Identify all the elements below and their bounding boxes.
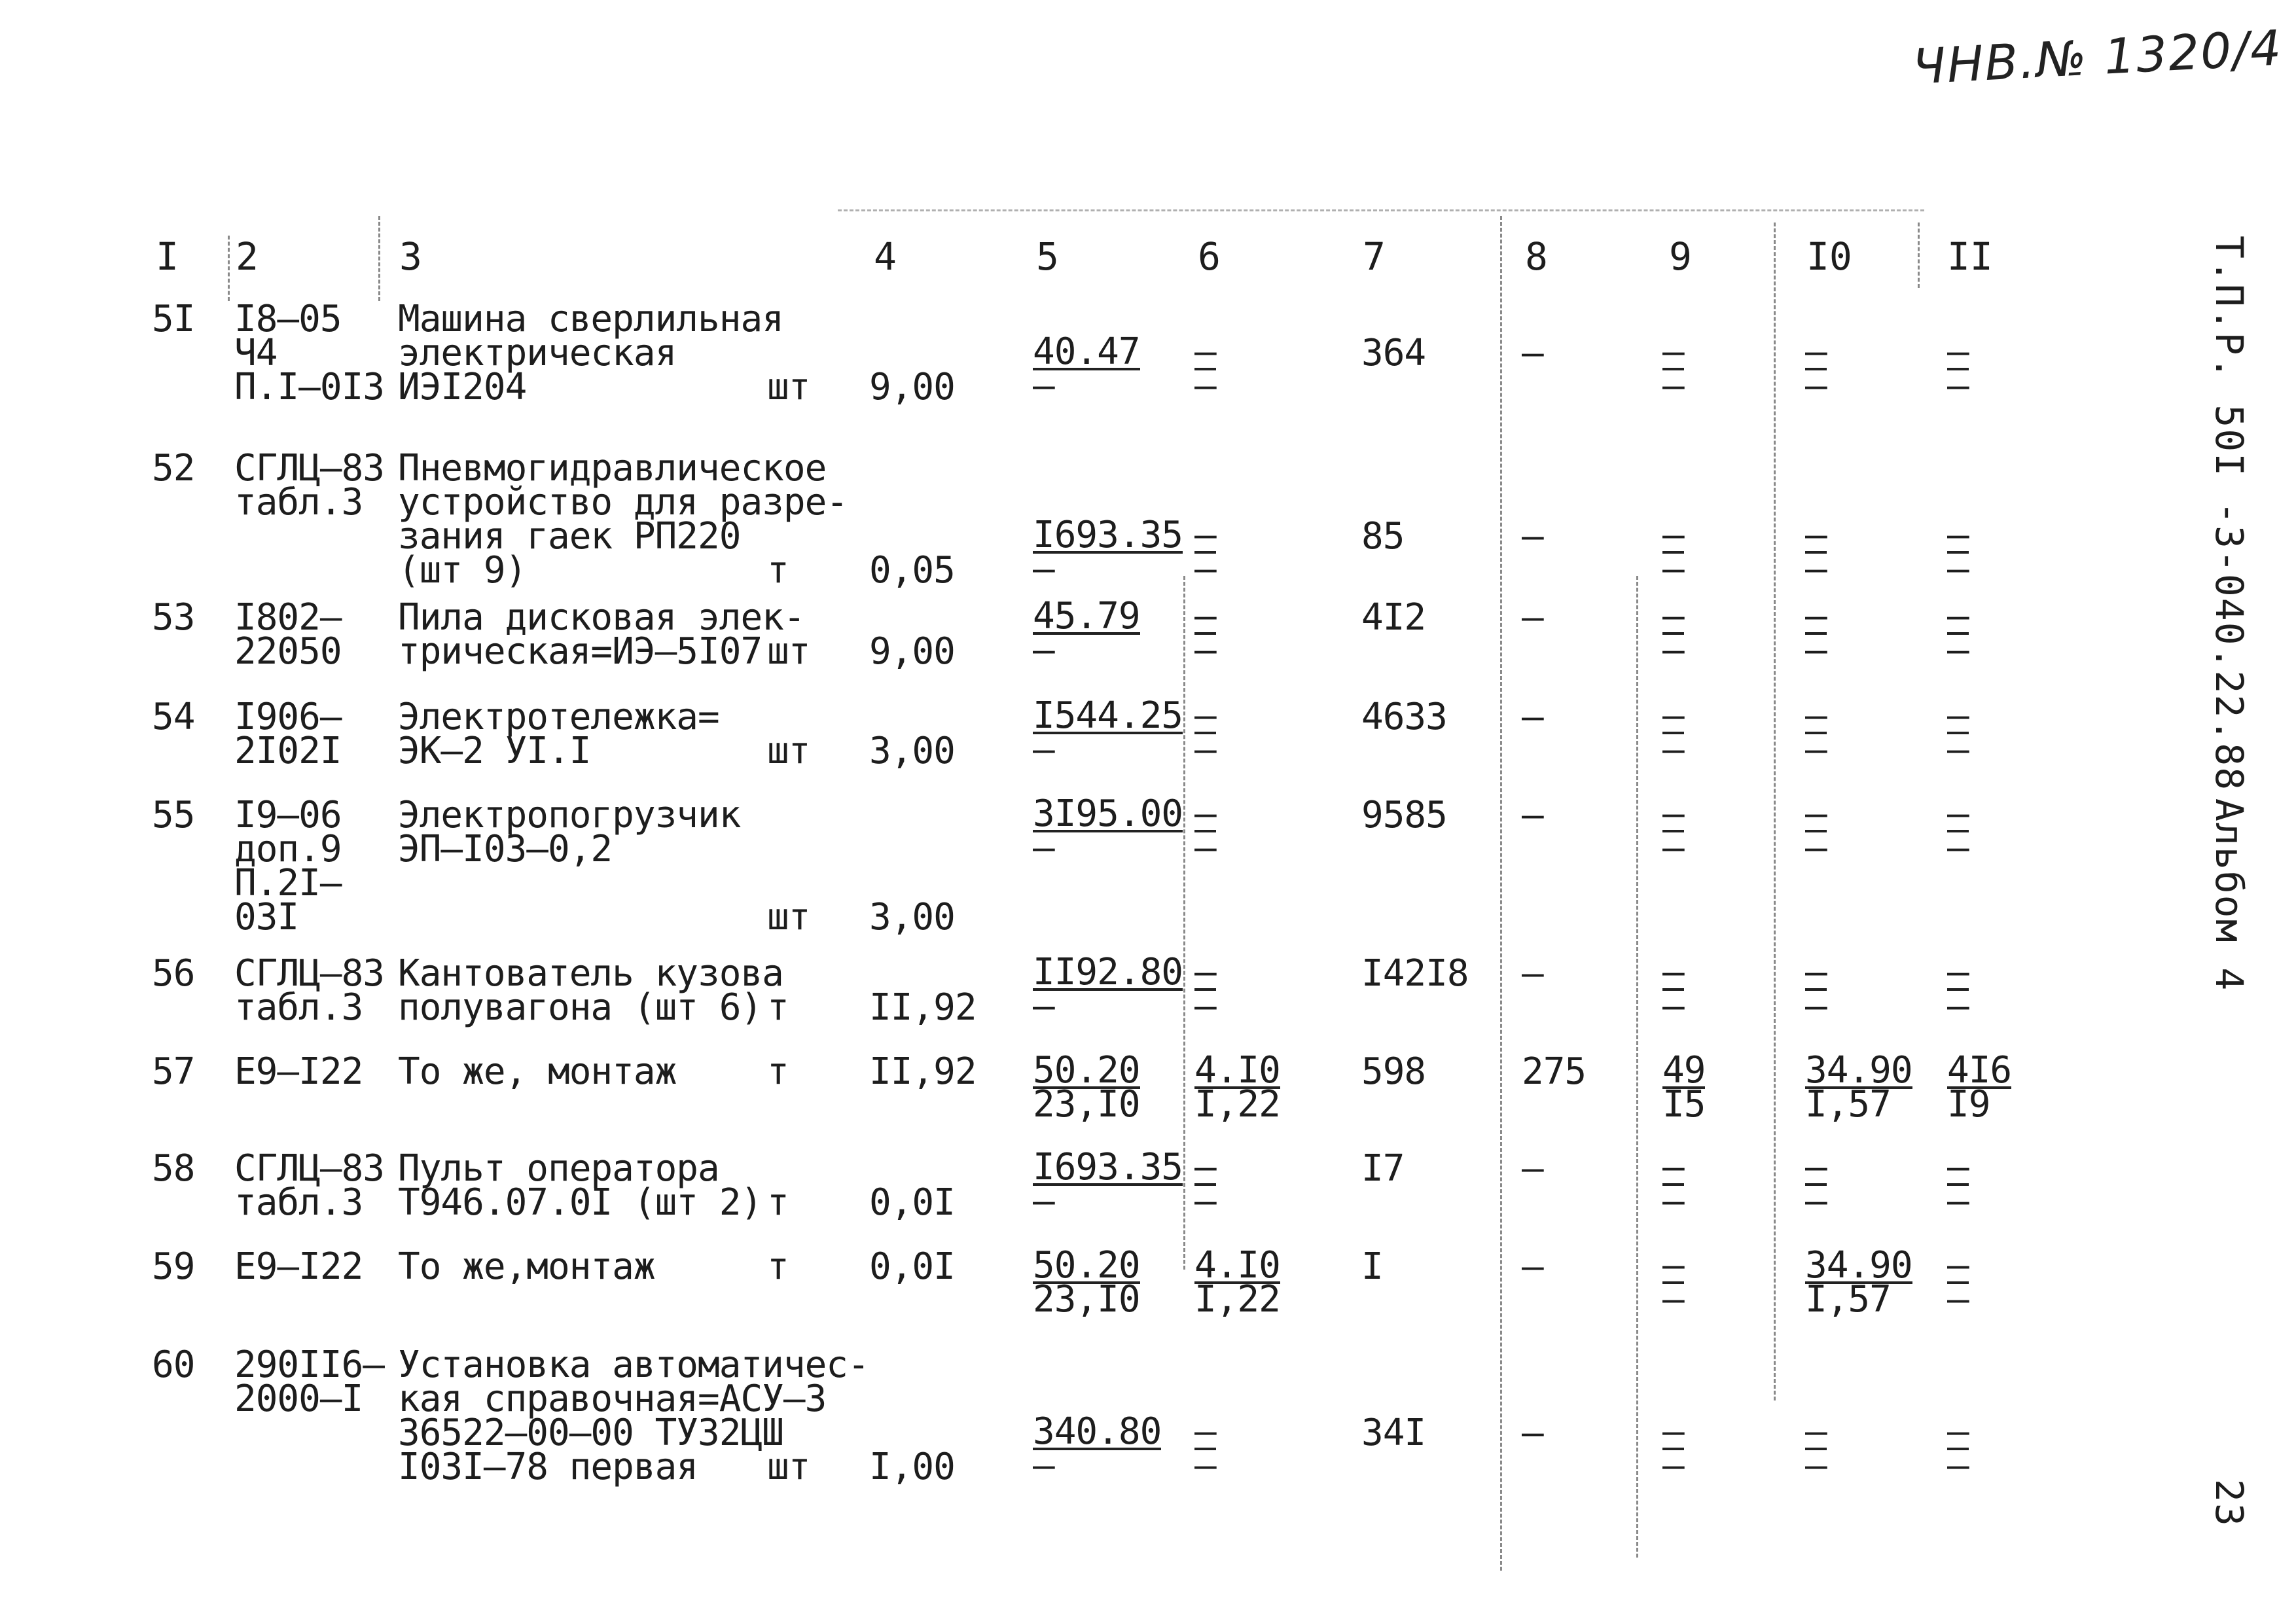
col-6-denominator: – (1194, 629, 1216, 671)
col-6-denominator: – (1194, 365, 1216, 407)
row-number: 55 (152, 794, 195, 836)
col-8-value: – (1522, 1412, 1543, 1454)
name-line: ИЭI204 (398, 366, 527, 408)
col-5-fraction (1033, 1244, 1140, 1321)
col-11-fraction (1947, 1244, 1969, 1321)
unit: т (767, 1245, 789, 1288)
col-6-numerator: – (1194, 793, 1216, 835)
col-11-fraction (1947, 595, 1969, 671)
col-5-fraction (1033, 1049, 1140, 1126)
col-5-denominator: – (1033, 728, 1054, 771)
code-line: I906– (234, 696, 342, 738)
header-col-2: 2 (236, 234, 259, 279)
col-9-numerator: – (1662, 330, 1684, 373)
row-number: 52 (152, 447, 195, 490)
col-5-denominator: – (1033, 365, 1054, 407)
col-10-denominator: – (1805, 827, 1827, 869)
col-8-value: – (1522, 332, 1543, 374)
col-10-fraction (1805, 330, 1827, 407)
col-5-denominator: 23,I0 (1033, 1278, 1140, 1321)
col-7-value: 85 (1361, 515, 1405, 558)
col-10-fraction (1805, 951, 1827, 1027)
col-9-denominator: – (1662, 985, 1684, 1027)
col-10-fraction (1805, 1244, 1912, 1321)
quantity: 9,00 (869, 366, 955, 408)
header-col-7: 7 (1363, 234, 1386, 279)
col-5-fraction (1033, 330, 1140, 407)
side-document-code: Т.П.Р. 50I -3-040.22.88 (2207, 236, 2251, 792)
col-8-value: – (1522, 515, 1543, 558)
col-9-fraction (1662, 1410, 1684, 1487)
col-6-numerator: – (1194, 1146, 1216, 1188)
col-7-value: I (1361, 1245, 1383, 1288)
col-9-denominator: – (1662, 1180, 1684, 1222)
col-11-numerator: – (1947, 1244, 1969, 1287)
name-line: Электропогрузчик (398, 794, 741, 836)
col-11-denominator: – (1947, 985, 1969, 1027)
unit: шт (767, 630, 810, 673)
col-10-denominator: – (1805, 365, 1827, 407)
col-11-denominator: – (1947, 728, 1969, 771)
col-5-denominator: – (1033, 1180, 1054, 1222)
col-10-numerator: – (1805, 330, 1827, 373)
col-6-denominator: I,22 (1194, 1083, 1280, 1126)
col-5-fraction (1033, 1410, 1162, 1487)
col-10-fraction (1805, 793, 1827, 869)
col-9-denominator: I5 (1662, 1083, 1706, 1126)
col-10-numerator: – (1805, 514, 1827, 556)
col-6-denominator: – (1194, 827, 1216, 869)
code-line: 2000–I (234, 1378, 363, 1420)
quantity: 3,00 (869, 730, 955, 772)
col-8-value: – (1522, 952, 1543, 995)
code-line: 2I02I (234, 730, 342, 772)
name-line: То же, монтаж (398, 1050, 677, 1093)
col-10-fraction (1805, 514, 1827, 590)
col-11-denominator: – (1947, 1180, 1969, 1222)
col-10-denominator: – (1805, 985, 1827, 1027)
col-11-numerator: – (1947, 1410, 1969, 1453)
header-col-5: 5 (1036, 234, 1059, 279)
code-line: СГЛЦ–83 (234, 1147, 385, 1190)
row-number: 57 (152, 1050, 195, 1093)
col-5-fraction (1033, 595, 1140, 671)
col-5-numerator: 50.20 (1033, 1049, 1140, 1092)
quantity: II,92 (869, 1050, 977, 1093)
quantity: II,92 (869, 986, 977, 1029)
col-8-value: – (1522, 696, 1543, 738)
col-10-numerator: – (1805, 1146, 1827, 1188)
col-6-numerator: 4.I0 (1194, 1244, 1280, 1287)
quantity: 0,0I (869, 1245, 955, 1288)
col-9-denominator: – (1662, 827, 1684, 869)
col-10-denominator: I,57 (1805, 1278, 1891, 1321)
col-6-fraction (1194, 595, 1216, 671)
col-6-fraction (1194, 1146, 1216, 1222)
column-divider-7-8 (1500, 216, 1502, 1571)
col-5-fraction (1033, 793, 1183, 869)
col-11-numerator: 4I6 (1947, 1049, 2012, 1092)
col-9-numerator: – (1662, 514, 1684, 556)
name-line: кая справочная=АСУ–3 (398, 1378, 827, 1420)
name-line: ЭП–I03–0,2 (398, 828, 613, 870)
quantity: 9,00 (869, 630, 955, 673)
col-10-denominator: I,57 (1805, 1083, 1891, 1126)
code-line: Е9–I22 (234, 1245, 363, 1288)
col-9-numerator: – (1662, 793, 1684, 835)
row-number: 56 (152, 952, 195, 995)
row-number: 5I (152, 298, 195, 340)
row-number: 60 (152, 1344, 195, 1386)
col-9-numerator: – (1662, 951, 1684, 993)
col-7-value: 598 (1361, 1050, 1426, 1093)
quantity: I,00 (869, 1446, 955, 1488)
code-line: табл.3 (234, 1181, 363, 1224)
col-6-fraction (1194, 330, 1216, 407)
col-6-numerator: – (1194, 694, 1216, 737)
col-6-fraction (1194, 951, 1216, 1027)
code-line: табл.3 (234, 481, 363, 524)
header-col-9: 9 (1669, 234, 1692, 279)
col-5-numerator: 3I95.00 (1033, 793, 1183, 835)
col-5-numerator: II92.80 (1033, 951, 1183, 993)
col-11-numerator: – (1947, 951, 1969, 993)
name-line: Т946.07.0I (шт 2) (398, 1181, 762, 1224)
col-11-denominator: I9 (1947, 1083, 1990, 1126)
col-6-fraction (1194, 1049, 1280, 1126)
col-6-fraction (1194, 694, 1216, 771)
col-11-fraction (1947, 1410, 1969, 1487)
name-line: Машина сверлильная (398, 298, 783, 340)
col-7-value: 4633 (1361, 696, 1447, 738)
col-5-denominator: – (1033, 629, 1054, 671)
col-6-denominator: – (1194, 548, 1216, 590)
col-10-fraction (1805, 595, 1827, 671)
col-7-value: 9585 (1361, 794, 1447, 836)
col-10-denominator: – (1805, 728, 1827, 771)
col-10-numerator: – (1805, 694, 1827, 737)
unit: шт (767, 730, 810, 772)
col-5-denominator: – (1033, 985, 1054, 1027)
side-album-label: Альбом 4 (2207, 798, 2251, 992)
name-line: полувагона (шт 6) (398, 986, 762, 1029)
col-6-fraction (1194, 514, 1216, 590)
name-line: Установка автоматичес- (398, 1344, 869, 1386)
col-6-denominator: – (1194, 985, 1216, 1027)
code-line: Ч4 (234, 332, 278, 374)
column-divider-9-10 (1774, 223, 1776, 1400)
unit: шт (767, 366, 810, 408)
handwritten-inventory-number: ЧНВ.№ 1320/4 (1911, 20, 2284, 96)
quantity: 0,05 (869, 549, 955, 592)
code-line: 290II6– (234, 1344, 385, 1386)
col-11-fraction (1947, 951, 1969, 1027)
col-7-value: 364 (1361, 332, 1426, 374)
code-line: табл.3 (234, 986, 363, 1029)
col-9-denominator: – (1662, 1444, 1684, 1487)
name-line: зания гаек РП220 (398, 515, 741, 558)
col-11-numerator: – (1947, 1146, 1969, 1188)
name-line: (шт 9) (398, 549, 527, 592)
header-col-11: II (1947, 234, 1993, 279)
col-9-fraction (1662, 595, 1684, 671)
col-11-denominator: – (1947, 1278, 1969, 1321)
col-5-numerator: 45.79 (1033, 595, 1140, 637)
column-divider-8-9 (1636, 576, 1638, 1558)
col-10-numerator: – (1805, 1410, 1827, 1453)
col-11-denominator: – (1947, 827, 1969, 869)
unit: шт (767, 1446, 810, 1488)
col-8-value: – (1522, 596, 1543, 639)
col-5-numerator: I693.35 (1033, 514, 1183, 556)
col-5-numerator: I544.25 (1033, 694, 1183, 737)
col-5-denominator: – (1033, 827, 1054, 869)
column-divider-10-11 (1918, 223, 1920, 288)
code-line: I9–06 (234, 794, 342, 836)
col-8-value: – (1522, 794, 1543, 836)
header-top-line (838, 209, 1924, 211)
col-9-denominator: – (1662, 548, 1684, 590)
col-10-denominator: – (1805, 1180, 1827, 1222)
name-line: Пила дисковая элек- (398, 596, 805, 639)
col-10-numerator: – (1805, 951, 1827, 993)
header-col-10: I0 (1806, 234, 1852, 279)
col-6-fraction (1194, 1410, 1216, 1487)
unit: т (767, 1181, 789, 1224)
col-10-numerator: – (1805, 595, 1827, 637)
name-line: Электротележка= (398, 696, 719, 738)
quantity: 3,00 (869, 896, 955, 938)
code-line: СГЛЦ–83 (234, 952, 385, 995)
name-line: трическая=ИЭ–5I07 (398, 630, 762, 673)
col-6-numerator: – (1194, 595, 1216, 637)
col-7-value: I7 (1361, 1147, 1405, 1190)
col-9-denominator: – (1662, 728, 1684, 771)
unit: т (767, 986, 789, 1029)
col-9-fraction (1662, 793, 1684, 869)
page-number: 23 (2207, 1479, 2251, 1527)
name-line: Пневмогидравлическое (398, 447, 827, 490)
code-line: Е9–I22 (234, 1050, 363, 1093)
col-6-numerator: – (1194, 1410, 1216, 1453)
col-9-numerator: 49 (1662, 1049, 1706, 1092)
code-line: I8–05 (234, 298, 342, 340)
col-5-numerator: 340.80 (1033, 1410, 1162, 1453)
header-col-3: 3 (399, 234, 422, 279)
code-line: I802– (234, 596, 342, 639)
col-6-denominator: – (1194, 1180, 1216, 1222)
col-10-denominator: – (1805, 629, 1827, 671)
col-10-numerator: 34.90 (1805, 1244, 1912, 1287)
code-line: СГЛЦ–83 (234, 447, 385, 490)
col-11-numerator: – (1947, 514, 1969, 556)
col-11-numerator: – (1947, 793, 1969, 835)
col-5-fraction (1033, 951, 1183, 1027)
unit: шт (767, 896, 810, 938)
col-10-fraction (1805, 1410, 1827, 1487)
col-6-fraction (1194, 1244, 1280, 1321)
col-6-denominator: I,22 (1194, 1278, 1280, 1321)
col-9-numerator: – (1662, 1410, 1684, 1453)
col-11-numerator: – (1947, 694, 1969, 737)
col-11-fraction (1947, 514, 1969, 590)
col-5-fraction (1033, 514, 1183, 590)
col-9-fraction (1662, 330, 1684, 407)
col-10-numerator: – (1805, 793, 1827, 835)
col-11-fraction (1947, 330, 1969, 407)
header-col-8: 8 (1525, 234, 1548, 279)
col-9-fraction (1662, 1244, 1684, 1321)
col-6-numerator: – (1194, 330, 1216, 373)
header-col-1: I (156, 234, 179, 279)
code-line: П.2I– (234, 862, 342, 904)
col-10-numerator: 34.90 (1805, 1049, 1912, 1092)
col-6-numerator: 4.I0 (1194, 1049, 1280, 1092)
code-line: П.I–0I3 (234, 366, 385, 408)
column-divider-5-6 (1183, 576, 1185, 1270)
col-5-numerator: I693.35 (1033, 1146, 1183, 1188)
col-10-denominator: – (1805, 548, 1827, 590)
row-number: 59 (152, 1245, 195, 1288)
col-6-denominator: – (1194, 728, 1216, 771)
col-7-value: 4I2 (1361, 596, 1426, 639)
col-5-fraction (1033, 1146, 1183, 1222)
col-10-fraction (1805, 694, 1827, 771)
col-9-denominator: – (1662, 1278, 1684, 1321)
col-11-denominator: – (1947, 629, 1969, 671)
col-8-value: 275 (1522, 1050, 1587, 1093)
header-col-4: 4 (874, 234, 897, 279)
row-number: 58 (152, 1147, 195, 1190)
name-line: То же,монтаж (398, 1245, 655, 1288)
col-9-fraction (1662, 1146, 1684, 1222)
row-number: 54 (152, 696, 195, 738)
col-9-numerator: – (1662, 1244, 1684, 1287)
col-6-numerator: – (1194, 514, 1216, 556)
col-6-numerator: – (1194, 951, 1216, 993)
col-11-fraction (1947, 1049, 2012, 1126)
column-divider-1-2 (228, 236, 230, 301)
col-9-denominator: – (1662, 365, 1684, 407)
col-9-fraction (1662, 1049, 1706, 1126)
col-11-fraction (1947, 793, 1969, 869)
col-10-fraction (1805, 1146, 1827, 1222)
quantity: 0,0I (869, 1181, 955, 1224)
col-5-denominator: – (1033, 548, 1054, 590)
col-11-fraction (1947, 1146, 1969, 1222)
col-5-numerator: 50.20 (1033, 1244, 1140, 1287)
col-9-numerator: – (1662, 694, 1684, 737)
col-5-denominator: 23,I0 (1033, 1083, 1140, 1126)
header-col-6: 6 (1198, 234, 1221, 279)
col-9-fraction (1662, 514, 1684, 590)
col-11-numerator: – (1947, 595, 1969, 637)
col-6-fraction (1194, 793, 1216, 869)
col-11-denominator: – (1947, 1444, 1969, 1487)
col-11-denominator: – (1947, 365, 1969, 407)
code-line: доп.9 (234, 828, 342, 870)
unit: т (767, 1050, 789, 1093)
col-11-fraction (1947, 694, 1969, 771)
col-10-fraction (1805, 1049, 1912, 1126)
name-line: I03I–78 первая (398, 1446, 698, 1488)
col-11-numerator: – (1947, 330, 1969, 373)
col-9-fraction (1662, 951, 1684, 1027)
col-9-fraction (1662, 694, 1684, 771)
col-7-value: I42I8 (1361, 952, 1469, 995)
col-11-denominator: – (1947, 548, 1969, 590)
column-divider-2-3 (378, 216, 380, 301)
col-5-fraction (1033, 694, 1183, 771)
code-line: 03I (234, 896, 299, 938)
name-line: Пульт оператора (398, 1147, 719, 1190)
col-9-numerator: – (1662, 595, 1684, 637)
col-5-denominator: – (1033, 1444, 1054, 1487)
name-line: устройство для разре- (398, 481, 848, 524)
unit: т (767, 549, 789, 592)
code-line: 22050 (234, 630, 342, 673)
col-5-numerator: 40.47 (1033, 330, 1140, 373)
col-8-value: – (1522, 1147, 1543, 1190)
col-7-value: 34I (1361, 1412, 1426, 1454)
name-line: электрическая (398, 332, 677, 374)
col-6-denominator: – (1194, 1444, 1216, 1487)
col-8-value: – (1522, 1245, 1543, 1288)
name-line: Кантователь кузова (398, 952, 783, 995)
col-9-numerator: – (1662, 1146, 1684, 1188)
col-9-denominator: – (1662, 629, 1684, 671)
name-line: ЭК–2 УI.I (398, 730, 591, 772)
name-line: 36522–00–00 ТУ32ЦШ (398, 1412, 783, 1454)
col-10-denominator: – (1805, 1444, 1827, 1487)
row-number: 53 (152, 596, 195, 639)
